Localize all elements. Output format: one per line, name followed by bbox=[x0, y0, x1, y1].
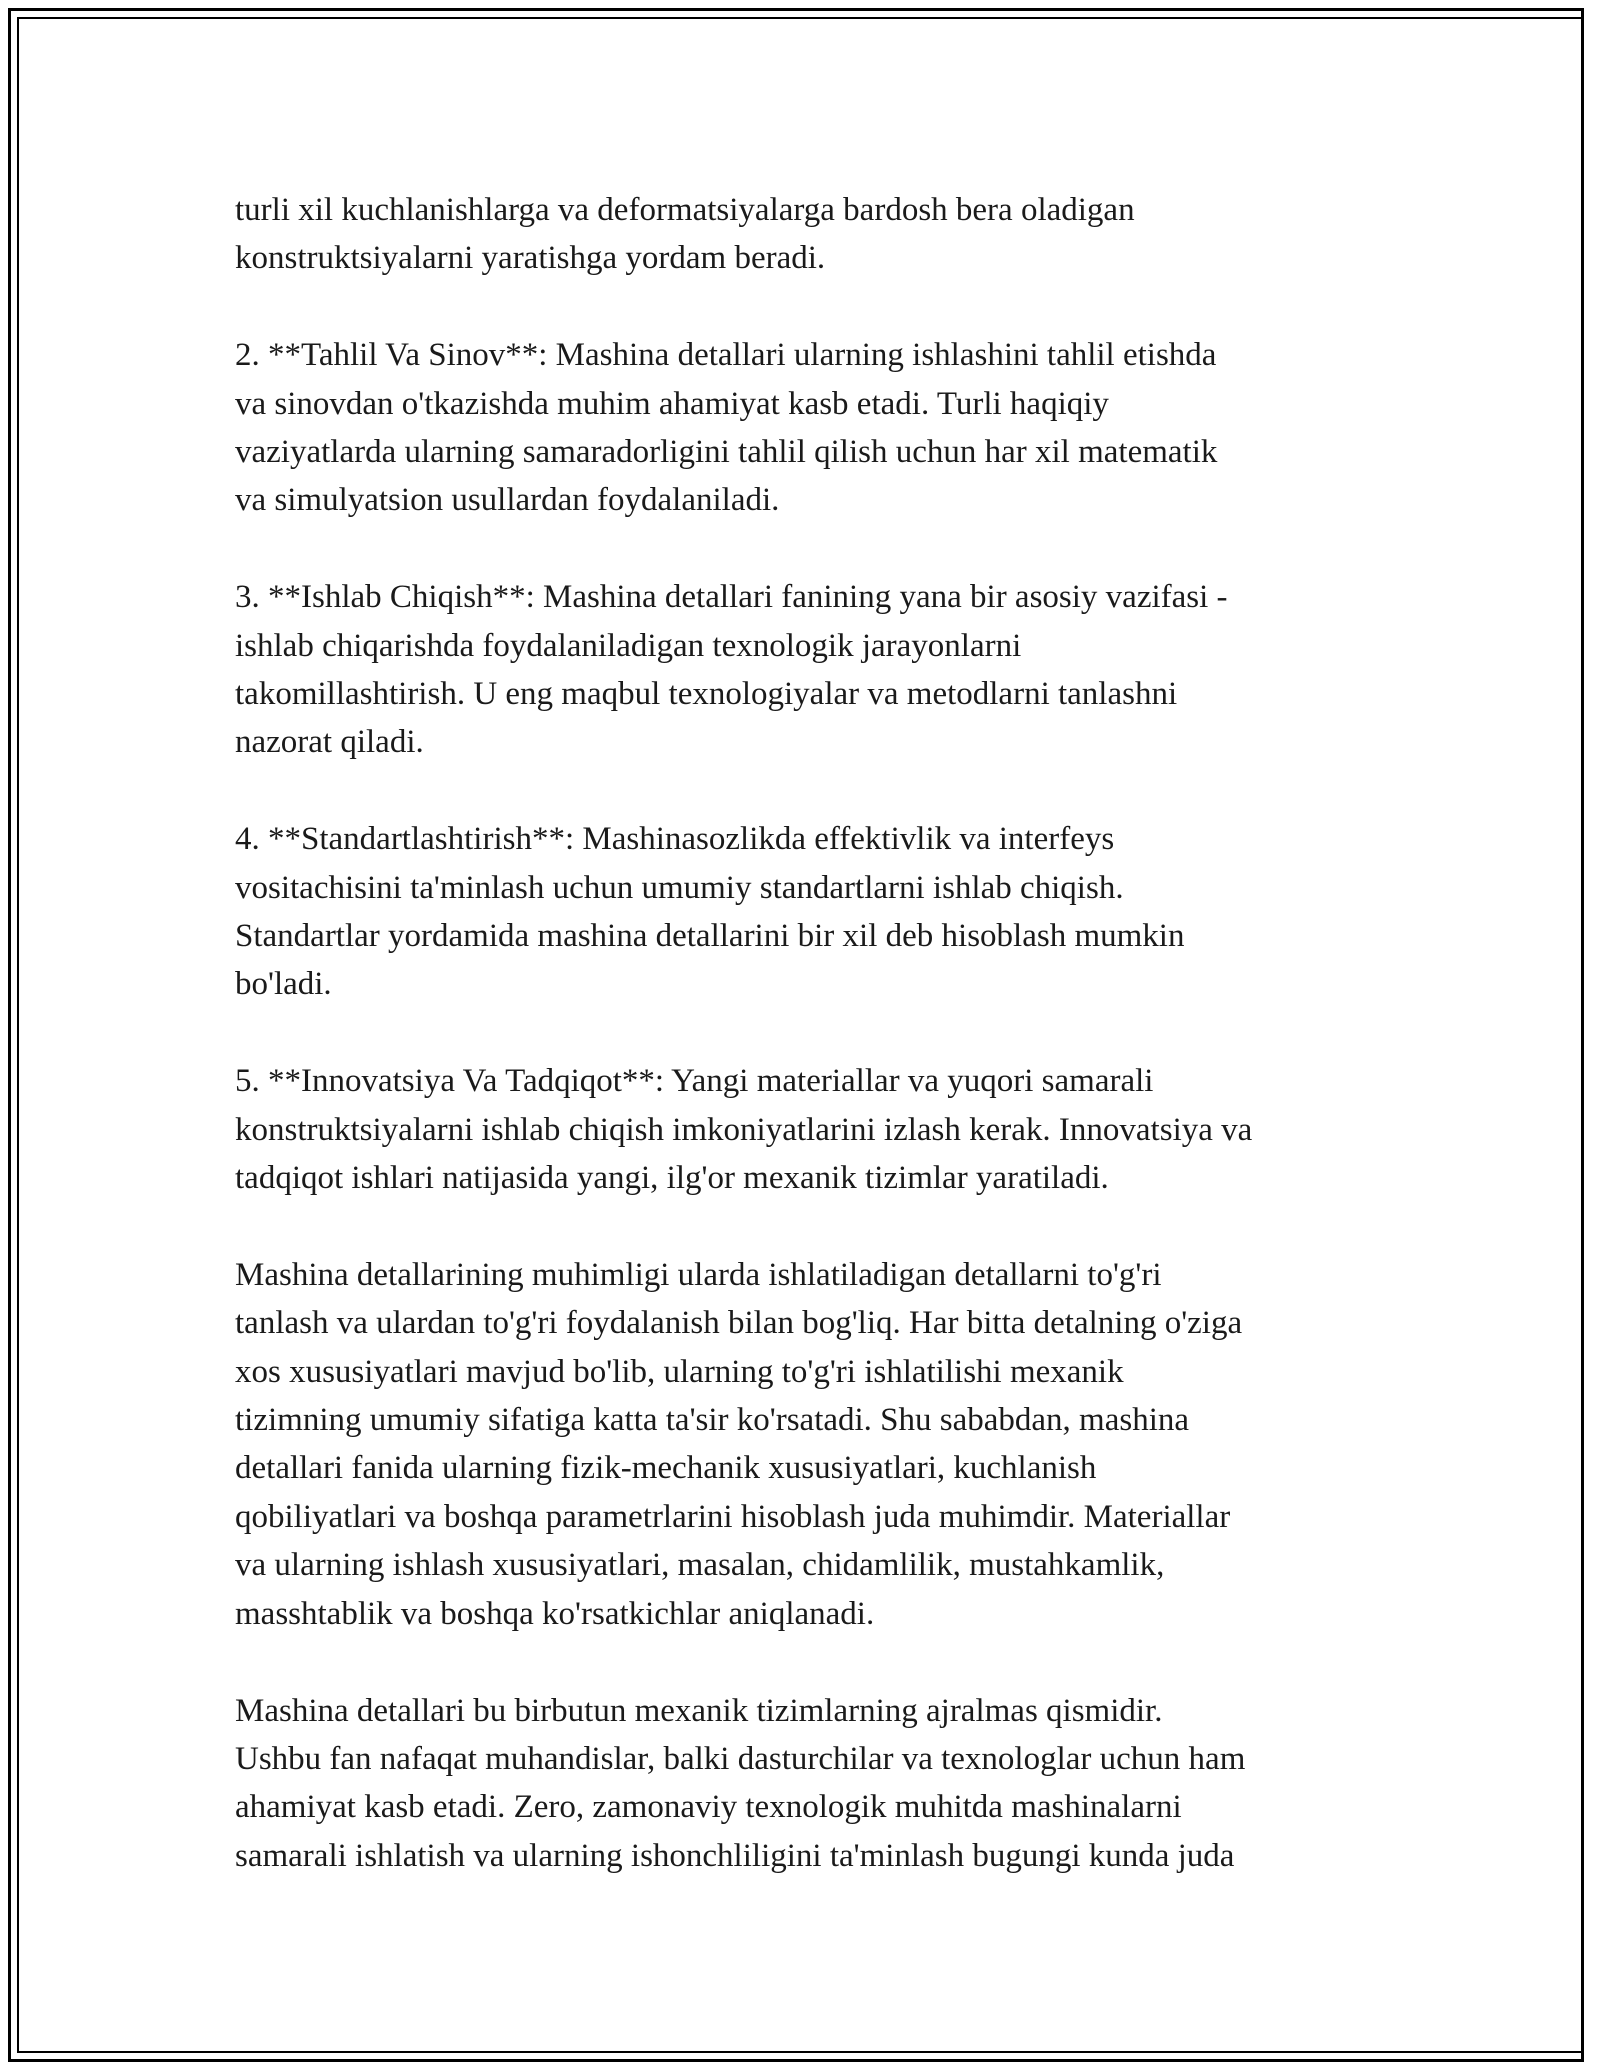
text-line: 5. **Innovatsiya Va Tadqiqot**: Yangi materiallar va yuqori samarali bbox=[235, 1063, 1154, 1100]
text-line: turli xil kuchlanishlarga va deformatsiyalarga bardosh bera oladigan bbox=[235, 192, 1135, 228]
text-line: samarali ishlatish va ularning ishonchliligini ta'minlash bugungi kunda juda bbox=[235, 1837, 1235, 1874]
text-line: qobiliyatlari va boshqa parametrlarini hisoblash juda muhimdir. Materiallar bbox=[235, 1498, 1231, 1535]
text-line: 2. **Tahlil Va Sinov**: Mashina detallari ularning ishlashini tahlil etishda bbox=[235, 337, 1217, 374]
list-item-ishlab-chiqish bbox=[235, 573, 1375, 767]
text-line: ishlab chiqarishda foydalaniladigan texnologik jarayonlarni bbox=[235, 627, 1022, 664]
text-line: vositachisini ta'minlash uchun umumiy standartlarni ishlab chiqish. bbox=[235, 869, 1124, 906]
paragraph-continuation bbox=[235, 186, 1375, 283]
text-line: tizimning umumiy sifatiga katta ta'sir ko'rsatadi. Shu sababdan, mashina bbox=[235, 1402, 1190, 1439]
text-line: detallari fanida ularning fizik-mechanik xususiyatlari, kuchlanish bbox=[235, 1450, 1097, 1487]
text-line: Standartlar yordamida mashina detallarini bir xil deb hisoblash mumkin bbox=[235, 918, 1185, 955]
text-line: Mashina detallari bu birbutun mexanik tizimlarning ajralmas qismidir. bbox=[235, 1692, 1163, 1729]
text-line: 4. **Standartlashtirish**: Mashinasozlikda effektivlik va interfeys bbox=[235, 821, 1115, 858]
list-item-tahlil-va-sinov bbox=[235, 331, 1375, 525]
text-line: Mashina detallarining muhimligi ularda ishlatiladigan detallarni to'g'ri bbox=[235, 1256, 1162, 1293]
text-line: konstruktsiyalarni ishlab chiqish imkoniyatlarini izlash kerak. Innovatsiya va bbox=[235, 1111, 1253, 1148]
text-line: tadqiqot ishlari natijasida yangi, ilg'or mexanik tizimlar yaratiladi. bbox=[235, 1160, 1109, 1197]
text-line: nazorat qiladi. bbox=[235, 724, 424, 761]
paragraph-muhimligi bbox=[235, 1251, 1375, 1638]
text-line: ahamiyat kasb etadi. Zero, zamonaviy texnologik muhitda mashinalarni bbox=[235, 1789, 1182, 1826]
list-item-innovatsiya-va-tadqiqot bbox=[235, 1057, 1375, 1202]
document-body bbox=[235, 186, 1375, 1929]
text-line: xos xususiyatlari mavjud bo'lib, ularning to'g'ri ishlatilishi mexanik bbox=[235, 1353, 1124, 1390]
text-line: tanlash va ulardan to'g'ri foydalanish bilan bog'liq. Har bitta detalning o'ziga bbox=[235, 1305, 1243, 1342]
text-line: va sinovdan o'tkazishda muhim ahamiyat kasb etadi. Turli haqiqiy bbox=[235, 385, 1109, 422]
text-line: vaziyatlarda ularning samaradorligini tahlil qilish uchun har xil matematik bbox=[235, 434, 1218, 471]
text-line: va simulyatsion usullardan foydalaniladi. bbox=[235, 482, 780, 519]
text-line: Ushbu fan nafaqat muhandislar, balki dasturchilar va texnologlar uchun ham bbox=[235, 1740, 1246, 1777]
text-line: masshtablik va boshqa ko'rsatkichlar aniqlanadi. bbox=[235, 1595, 875, 1632]
paragraph-birbutun bbox=[235, 1687, 1375, 1881]
list-item-standartlashtirish bbox=[235, 815, 1375, 1009]
text-line: bo'ladi. bbox=[235, 966, 332, 1003]
text-line: 3. **Ishlab Chiqish**: Mashina detallari fanining yana bir asosiy vazifasi - bbox=[235, 579, 1228, 616]
text-line: takomillashtirish. U eng maqbul texnologiyalar va metodlarni tanlashni bbox=[235, 676, 1178, 713]
text-line: konstruktsiyalarni yaratishga yordam beradi. bbox=[235, 240, 826, 277]
text-line: va ularning ishlash xususiyatlari, masalan, chidamlilik, mustahkamlik, bbox=[235, 1547, 1165, 1584]
